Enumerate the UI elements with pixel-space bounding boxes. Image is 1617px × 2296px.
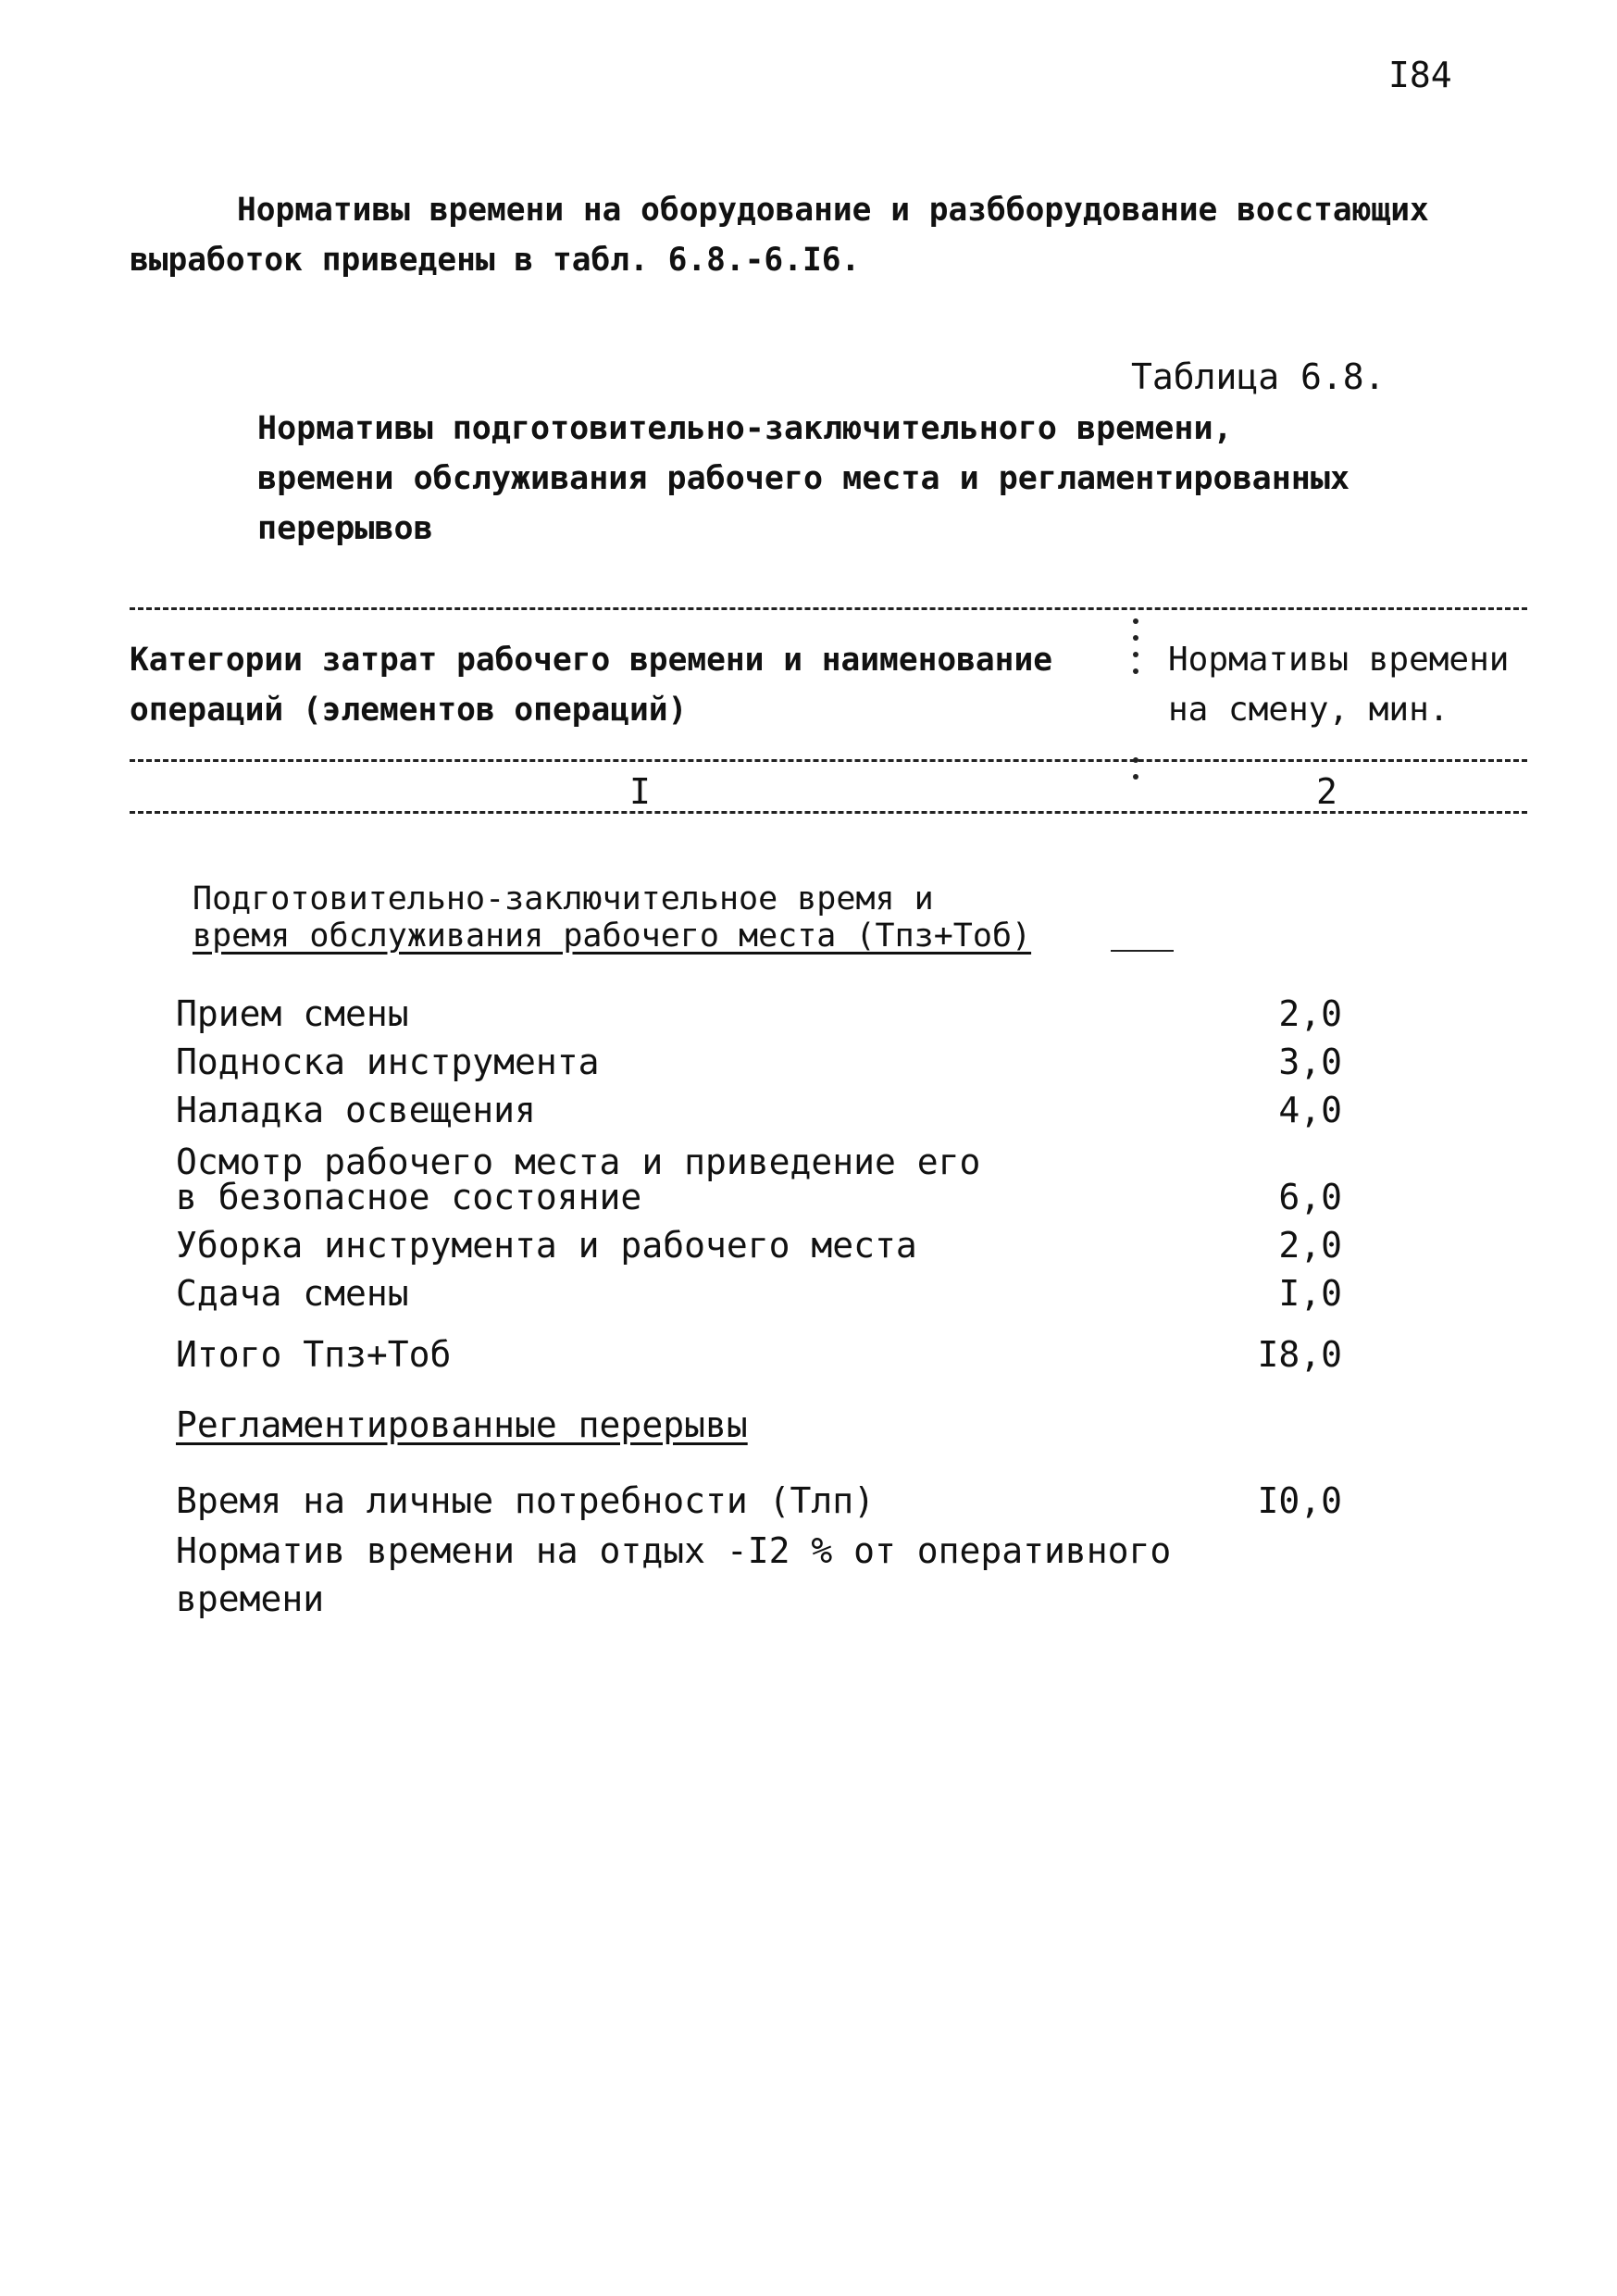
row-value: 2,0	[1278, 993, 1342, 1034]
header-col2-line-1: Нормативы времени	[1168, 641, 1510, 679]
header-top-rule	[130, 607, 1527, 610]
row-label: Сдача смены	[176, 1273, 409, 1314]
header-col2-line-2: на смену, мин.	[1168, 691, 1449, 729]
header-column-separator	[1133, 618, 1140, 685]
section1-title-underline-tail	[1111, 950, 1174, 952]
page-number: I84	[1388, 55, 1452, 95]
section2-title: Регламентированные перерывы	[176, 1404, 748, 1445]
intro-line-1: Нормативы времени на оборудование и разбборудование восстающих	[237, 192, 1429, 229]
row-label: Подноска инструмента	[176, 1042, 600, 1082]
total-value: I8,0	[1257, 1334, 1342, 1375]
table-label: Таблица 6.8.	[1131, 356, 1386, 397]
header-num-separator	[1133, 757, 1140, 791]
header-col1-number: I	[629, 771, 651, 812]
header-mid-rule	[130, 759, 1527, 762]
row-value: I,0	[1278, 1273, 1342, 1314]
header-col2-number: 2	[1316, 771, 1337, 812]
row-label: Время на личные потребности (Тлп)	[176, 1480, 875, 1521]
intro-line-2: выработок приведены в табл. 6.8.-6.I6.	[130, 242, 861, 279]
row-value: I0,0	[1257, 1480, 1342, 1521]
row-value: 2,0	[1278, 1225, 1342, 1266]
row-label: Наладка освещения	[176, 1090, 536, 1130]
row-label-continued: в безопасное состояние	[176, 1177, 642, 1217]
row-value: 3,0	[1278, 1042, 1342, 1082]
header-col1-line-2: операций (элементов операций)	[130, 692, 688, 729]
section1-title-line-2: время обслуживания рабочего места (Тпз+Тоб)	[193, 917, 1032, 955]
table-title-line-3: перерывов	[257, 510, 433, 547]
row-label: Осмотр рабочего места и приведение его	[176, 1142, 981, 1182]
table-title-line-1: Нормативы подготовительно-заключительного времени,	[257, 410, 1233, 447]
header-bottom-rule	[130, 811, 1527, 814]
row-label: Уборка инструмента и рабочего места	[176, 1225, 917, 1266]
table-title-line-2: времени обслуживания рабочего места и регламентированных	[257, 460, 1350, 497]
row-value: 4,0	[1278, 1090, 1342, 1130]
header-col1-line-1: Категории затрат рабочего времени и наименование	[130, 642, 1052, 679]
section1-title-line-1: Подготовительно-заключительное время и	[193, 880, 934, 917]
total-label: Итого Тпз+Тоб	[176, 1334, 452, 1375]
row-value: 6,0	[1278, 1177, 1342, 1217]
rest-norm-line-2: времени	[176, 1578, 325, 1619]
row-label: Прием смены	[176, 993, 409, 1034]
rest-norm-line-1: Норматив времени на отдых -I2 % от оперативного	[176, 1530, 1172, 1571]
